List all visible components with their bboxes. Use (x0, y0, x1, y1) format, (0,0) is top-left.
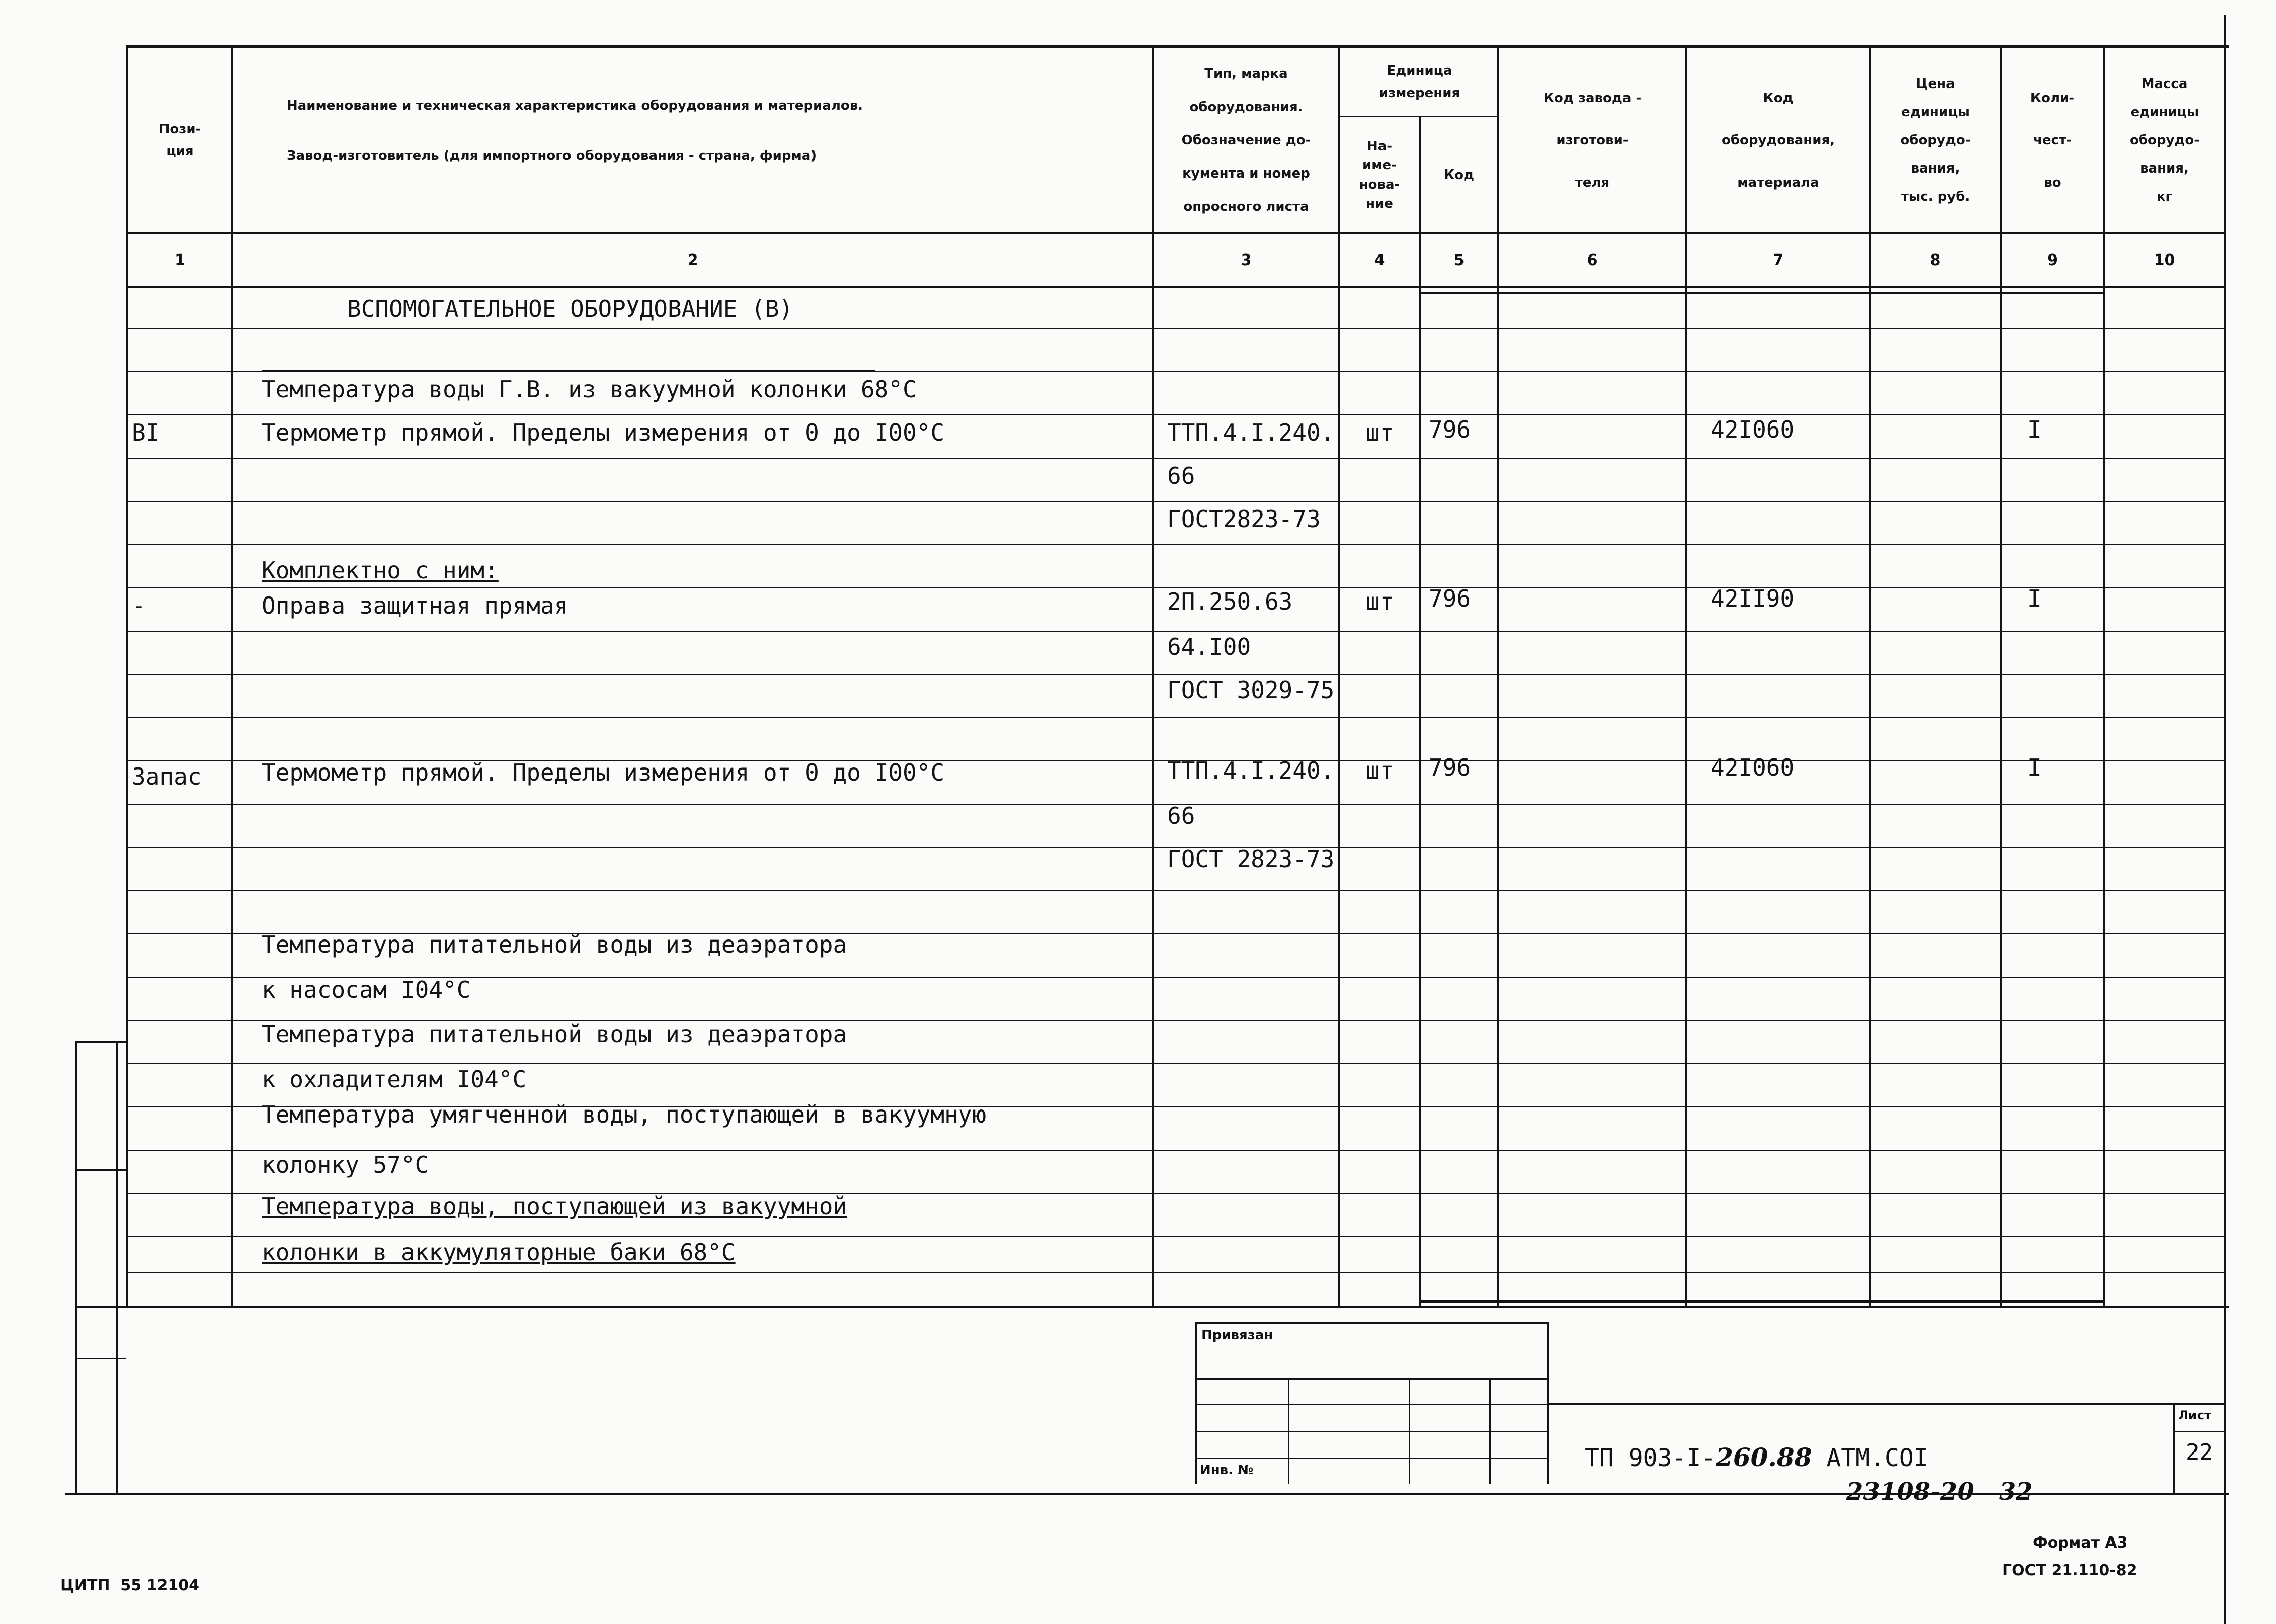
row-unit-code: 796 (1429, 754, 1471, 781)
row-unit: шт (1366, 419, 1394, 446)
header-price: Цена единицы оборудо- вания, тыс. руб. (1900, 76, 1971, 204)
row-name: Температура воды, поступающей из вакуумной (262, 1192, 847, 1220)
col-num: 6 (1587, 251, 1598, 269)
row-unit: шт (1366, 757, 1394, 784)
row-equipment-code: 42II90 (1711, 585, 1795, 612)
sheet-label: Лист (2178, 1408, 2211, 1422)
row-position: - (132, 592, 146, 619)
col-num: 10 (2154, 251, 2175, 269)
row-type: ГОСТ 2823-73 (1167, 845, 1335, 873)
row-type: 64.I00 (1167, 633, 1251, 660)
inventory-label: Инв. № (1200, 1463, 1254, 1478)
row-equipment-code: 42I060 (1711, 416, 1795, 443)
row-type: ГОСТ 3029-75 (1167, 676, 1335, 704)
header-name-a: Наименование и техническая характеристика оборудования и материалов. (287, 98, 863, 113)
row-position: Запас (132, 763, 202, 790)
row-name: Комплектно с ним: (262, 557, 499, 584)
handwritten-number: 23108-20 32 (1846, 1478, 2033, 1506)
header-equipment-code: Код оборудования, материала (1721, 90, 1835, 190)
format-label: Формат А3 (2033, 1534, 2128, 1552)
row-name: Температура питательной воды из деаэратора (262, 931, 847, 958)
col-num: 5 (1453, 251, 1465, 269)
col-num: 7 (1773, 251, 1783, 269)
row-name: Температура воды Г.В. из вакуумной колонки 68°C (262, 376, 917, 403)
citp-label: ЦИТП 55 12104 (60, 1577, 199, 1594)
col-num: 2 (687, 251, 698, 269)
col-num: 1 (175, 251, 185, 269)
row-name: к насосам I04°C (262, 976, 471, 1003)
header-position: Пози- ция (158, 121, 201, 159)
row-type: 2П.250.63 (1167, 588, 1293, 615)
row-quantity: I (2027, 585, 2042, 612)
row-quantity: I (2027, 416, 2042, 443)
header-name-b: Завод-изготовитель (для импортного оборудования - страна, фирма) (287, 148, 817, 163)
col-num: 3 (1241, 251, 1252, 269)
col-num: 4 (1374, 251, 1385, 269)
sheet-number: 22 (2186, 1439, 2213, 1465)
row-name: к охладителям I04°C (262, 1066, 527, 1093)
row-unit: шт (1366, 588, 1394, 615)
row-name: Термометр прямой. Пределы измерения от 0 до I00°C (262, 759, 945, 786)
row-equipment-code: 42I060 (1711, 754, 1795, 781)
header-unit-name: На- име- нова- ние (1359, 138, 1400, 211)
gost-label: ГОСТ 21.110-82 (2002, 1562, 2137, 1579)
row-type: 66 (1167, 802, 1195, 829)
row-name: Термометр прямой. Пределы измерения от 0 до I00°C (262, 419, 945, 446)
row-type: ТТП.4.I.240. (1167, 757, 1335, 784)
row-name: Температура питательной воды из деаэратора (262, 1020, 847, 1048)
row-position: BI (132, 419, 160, 446)
row-name: колонку 57°C (262, 1151, 429, 1178)
header-unit-code: Код (1443, 167, 1475, 183)
document-code: ТП 903-I-260.88 АТМ.СОI (1585, 1442, 1928, 1472)
col-num: 9 (2047, 251, 2058, 269)
row-type: ГОСТ2823-73 (1167, 505, 1321, 533)
row-unit-code: 796 (1429, 585, 1471, 612)
row-quantity: I (2027, 754, 2042, 781)
header-type: Тип, марка оборудования. Обозначение до- кумента и номер опросного листа (1181, 66, 1311, 214)
section-title: ВСПОМОГАТЕЛЬНОЕ ОБОРУДОВАНИЕ (В) (347, 295, 793, 322)
row-name: Температура умягченной воды, поступающей в вакуумную (262, 1101, 987, 1128)
col-num: 8 (1930, 251, 1941, 269)
row-unit-code: 796 (1429, 416, 1471, 443)
row-name: колонки в аккумуляторные баки 68°C (262, 1239, 736, 1266)
row-name: Оправа защитная прямая (262, 592, 568, 619)
row-type: 66 (1167, 462, 1195, 489)
header-unit: Единица измерения (1378, 63, 1460, 101)
header-quantity: Коли- чест- во (2030, 90, 2075, 190)
privyazan-label: Привязан (1201, 1328, 1273, 1343)
header-maker-code: Код завода - изготови- теля (1543, 90, 1642, 190)
header-mass: Масса единицы оборудо- вания, кг (2129, 76, 2200, 204)
row-type: ТТП.4.I.240. (1167, 419, 1335, 446)
